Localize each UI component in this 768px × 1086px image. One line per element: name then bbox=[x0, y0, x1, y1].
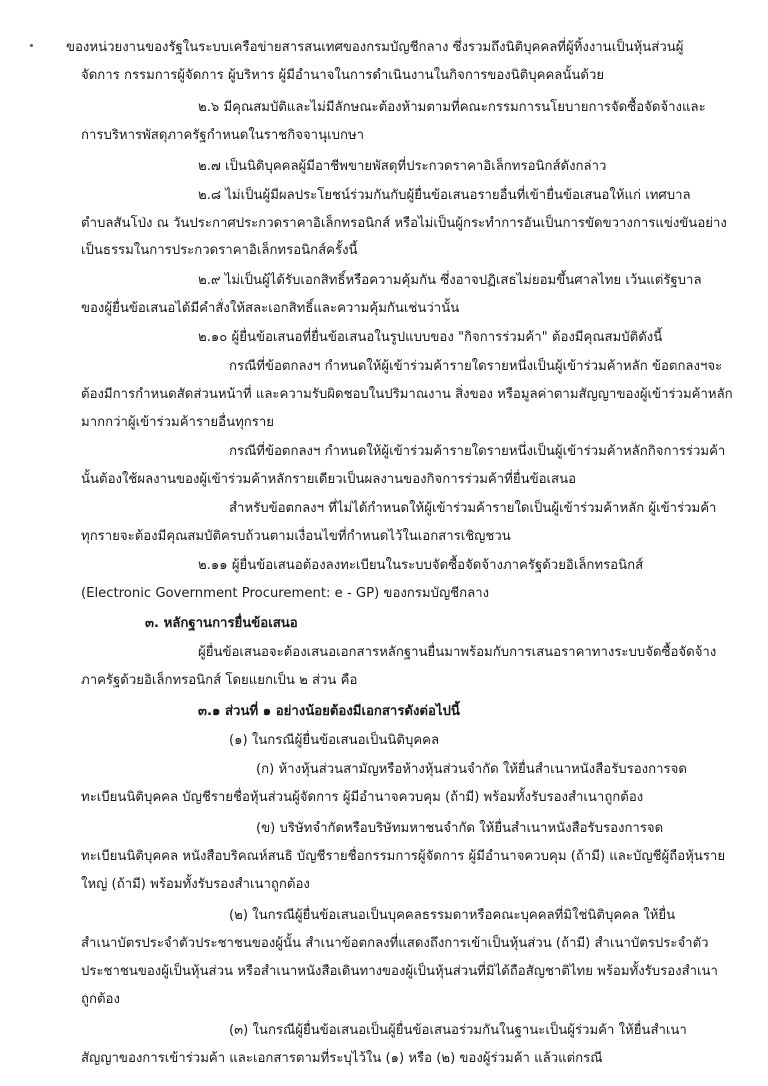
paragraph-line: กรณีที่ข้อตกลงฯ กำหนดให้ผู้เข้าร่วมค้ารายใดรายหนึ่งเป็นผู้เข้าร่วมค้าหลัก ข้อตกลงฯจะ bbox=[229, 359, 723, 374]
item-1-kho: (ข) บริษัทจำกัดหรือบริษัทมหาชนจำกัด ให้ยื่นสำเนาหนังสือรับรองการจด bbox=[256, 821, 664, 836]
paragraph-line: (Electronic Government Procurement: e - GP) ของกรมบัญชีกลาง bbox=[81, 586, 490, 601]
item-1-ka: (ก) ห้างหุ้นส่วนสามัญหรือห้างหุ้นส่วนจำกัด ให้ยื่นสำเนาหนังสือรับรองการจด bbox=[256, 762, 687, 777]
item-1: (๑) ในกรณีผู้ยื่นข้อเสนอเป็นนิติบุคคล bbox=[229, 733, 440, 748]
clause-2-11: ๒.๑๑ ผู้ยื่นข้อเสนอต้องลงทะเบียนในระบบจัดซื้อจัดจ้างภาครัฐด้วยอิเล็กทรอนิกส์ bbox=[198, 558, 644, 573]
scan-mark bbox=[30, 44, 33, 47]
paragraph-line: ทะเบียนนิติบุคคล หนังสือบริคณห์สนธิ บัญชีรายชื่อกรรมการผู้จัดการ ผู้มีอำนาจควบคุม (ถ้ามี) และบัญชีผู้ถือหุ้นราย bbox=[81, 849, 726, 864]
paragraph-line: นั้นต้องใช้ผลงานของผู้เข้าร่วมค้าหลักรายเดียวเป็นผลงานของกิจการร่วมค้าที่ยื่นข้อเสนอ bbox=[81, 472, 577, 487]
clause-2-6: ๒.๖ มีคุณสมบัติและไม่มีลักษณะต้องห้ามตามที่คณะกรรมการนโยบายการจัดซื้อจัดจ้างและ bbox=[198, 100, 706, 115]
paragraph-line: ประชาชนของผู้เป็นหุ้นส่วน หรือสำเนาหนังสือเดินทางของผู้เป็นหุ้นส่วนที่มิได้ถือสัญชาติไทย พร้อมทั้งรับรองสำเนา bbox=[81, 964, 718, 979]
paragraph-line: การบริหารพัสดุภาครัฐกำหนดในราชกิจจานุเบกษา bbox=[81, 128, 365, 143]
item-3: (๓) ในกรณีผู้ยื่นข้อเสนอเป็นผู้ยื่นข้อเสนอร่วมกันในฐานะเป็นผู้ร่วมค้า ให้ยื่นสำเนา bbox=[229, 1023, 687, 1038]
paragraph-line: ภาครัฐด้วยอิเล็กทรอนิกส์ โดยแยกเป็น ๒ ส่วน คือ bbox=[81, 673, 358, 688]
paragraph-line: ทะเบียนนิติบุคคล บัญชีรายชื่อหุ้นส่วนผู้จัดการ ผู้มีอำนาจควบคุม (ถ้ามี) พร้อมทั้งรับรองสำเนาถูกต้อง bbox=[81, 790, 644, 805]
paragraph-line: ถูกต้อง bbox=[81, 992, 120, 1007]
clause-2-10: ๒.๑๐ ผู้ยื่นข้อเสนอที่ยื่นข้อเสนอในรูปแบบของ "กิจการร่วมค้า" ต้องมีคุณสมบัติดังนี้ bbox=[198, 330, 663, 345]
paragraph-line: สัญญาของการเข้าร่วมค้า และเอกสารตามที่ระบุไว้ใน (๑) หรือ (๒) ของผู้ร่วมค้า แล้วแต่กรณี bbox=[81, 1051, 603, 1066]
clause-2-7: ๒.๗ เป็นนิติบุคคลผู้มีอาชีพขายพัสดุที่ประกวดราคาอิเล็กทรอนิกส์ดังกล่าว bbox=[198, 159, 607, 174]
section-3-heading: ๓. หลักฐานการยื่นข้อเสนอ bbox=[145, 616, 298, 631]
clause-2-8: ๒.๘ ไม่เป็นผู้มีผลประโยชน์ร่วมกันกับผู้ยื่นข้อเสนอรายอื่นที่เข้ายื่นข้อเสนอให้แก่ เทศบาล bbox=[198, 188, 691, 203]
paragraph-line: ใหญ่ (ถ้ามี) พร้อมทั้งรับรองสำเนาถูกต้อง bbox=[81, 877, 310, 892]
paragraph-line: ต้องมีการกำหนดสัดส่วนหน้าที่ และความรับผิดชอบในปริมาณงาน สิ่งของ หรือมูลค่าตามสัญญาของผู้เข้าร่วมค้าหลัก bbox=[81, 387, 733, 402]
clause-2-9: ๒.๙ ไม่เป็นผู้ได้รับเอกสิทธิ์หรือความคุ้มกัน ซึ่งอาจปฏิเสธไม่ยอมขึ้นศาลไทย เว้นแต่รัฐบาล bbox=[198, 273, 702, 288]
paragraph-line: มากกว่าผู้เข้าร่วมค้ารายอื่นทุกราย bbox=[81, 415, 274, 430]
paragraph-line: ผู้ยื่นข้อเสนอจะต้องเสนอเอกสารหลักฐานยื่นมาพร้อมกับการเสนอราคาทางระบบจัดซื้อจัดจ้าง bbox=[198, 645, 717, 660]
paragraph-line: เป็นธรรมในการประกวดราคาอิเล็กทรอนิกส์ครั้งนี้ bbox=[81, 243, 358, 258]
paragraph-line: จัดการ กรรมการผู้จัดการ ผู้บริหาร ผู้มีอำนาจในการดำเนินงานในกิจการของนิติบุคคลนั้นด้วย bbox=[81, 68, 605, 83]
paragraph-line: ทุกรายจะต้องมีคุณสมบัติครบถ้วนตามเงื่อนไขที่กำหนดไว้ในเอกสารเชิญชวน bbox=[81, 529, 511, 544]
section-3-1-heading: ๓.๑ ส่วนที่ ๑ อย่างน้อยต้องมีเอกสารดังต่อไปนี้ bbox=[198, 704, 460, 719]
paragraph-line: ของผู้ยื่นข้อเสนอได้มีคำสั่งให้สละเอกสิทธิ์และความคุ้มกันเช่นว่านั้น bbox=[81, 301, 460, 316]
paragraph-line: สำหรับข้อตกลงฯ ที่ไม่ได้กำหนดให้ผู้เข้าร่วมค้ารายใดเป็นผู้เข้าร่วมค้าหลัก ผู้เข้าร่วมค้า bbox=[229, 501, 717, 516]
item-2: (๒) ในกรณีผู้ยื่นข้อเสนอเป็นบุคคลธรรมดาหรือคณะบุคคลที่มิใช่นิติบุคคล ให้ยื่น bbox=[229, 908, 676, 923]
paragraph-line: ของหน่วยงานของรัฐในระบบเครือข่ายสารสนเทศของกรมบัญชีกลาง ซึ่งรวมถึงนิติบุคคลที่ผู้ทิ้งงานเป็นหุ้นส่วนผู้ bbox=[66, 40, 684, 55]
paragraph-line: สำเนาบัตรประจำตัวประชาชนของผู้นั้น สำเนาข้อตกลงที่แสดงถึงการเข้าเป็นหุ้นส่วน (ถ้ามี) สำเนาบัตรประจำตัว bbox=[81, 936, 709, 951]
paragraph-line: ตำบลสันโป่ง ณ วันประกาศประกวดราคาอิเล็กทรอนิกส์ หรือไม่เป็นผู้กระทำการอันเป็นการขัดขวางการแข่งขันอย่าง bbox=[81, 216, 727, 231]
paragraph-line: กรณีที่ข้อตกลงฯ กำหนดให้ผู้เข้าร่วมค้ารายใดรายหนึ่งเป็นผู้เข้าร่วมค้าหลักกิจการร่วมค้า bbox=[229, 444, 726, 459]
